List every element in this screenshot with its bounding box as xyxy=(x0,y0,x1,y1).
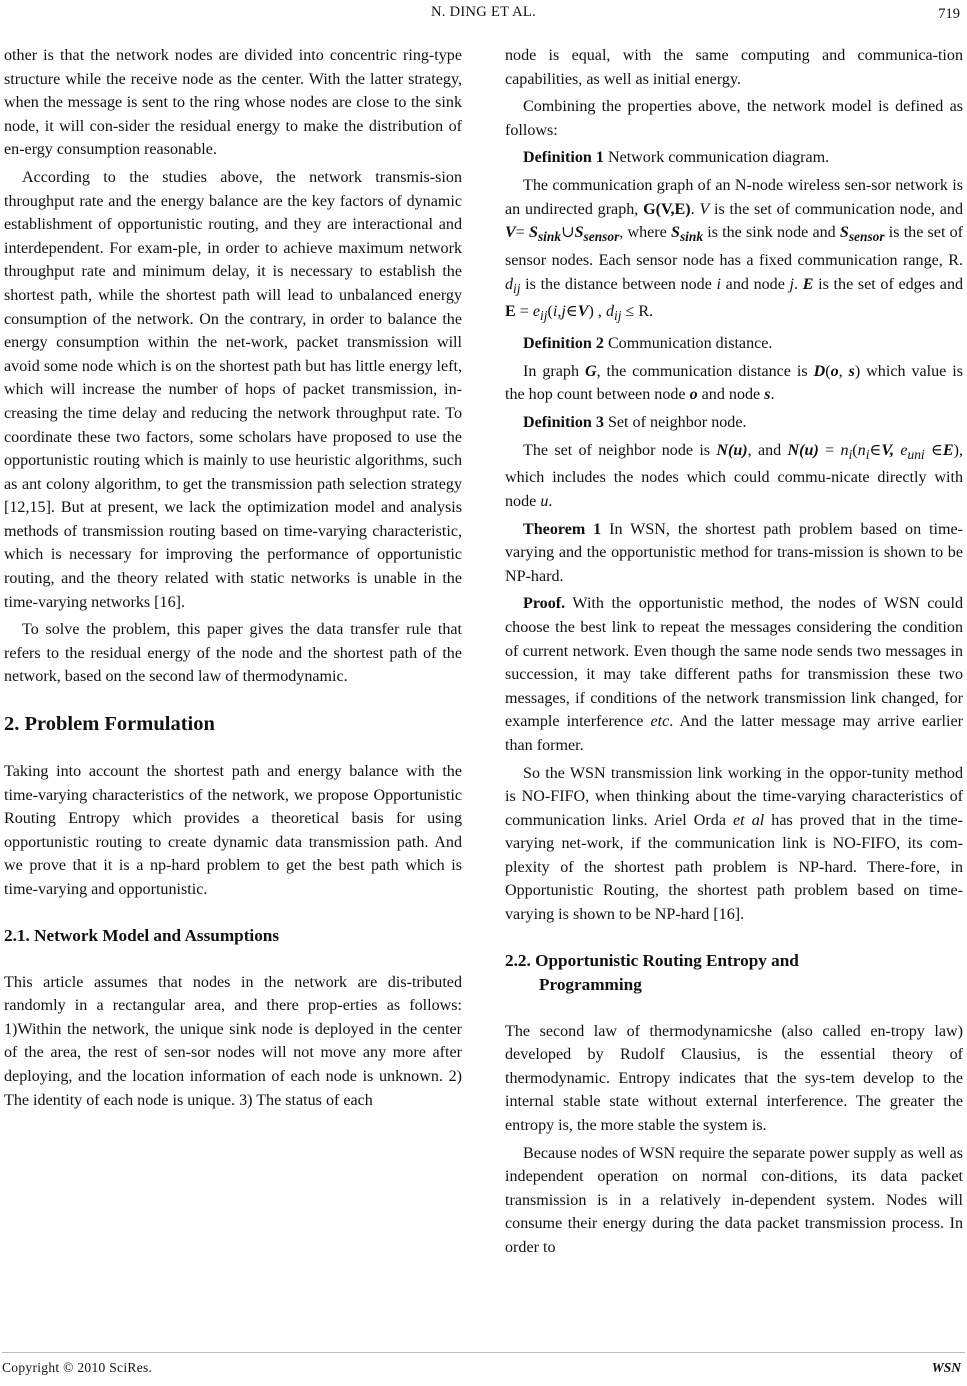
text: is the set of edges and xyxy=(813,275,964,293)
math: sink xyxy=(679,229,704,245)
math: i xyxy=(848,446,853,462)
text: is the set of sensor nodes. Each sensor node has a fixed communication range, R. xyxy=(505,224,964,269)
text: . xyxy=(770,386,775,404)
text: = xyxy=(515,224,530,242)
math: i xyxy=(865,446,870,462)
left-column xyxy=(4,44,462,1116)
paragraph: This article assumes that nodes in the network are dis-tributed randomly in a rectangular area, and there prop-erties as follows: 1)Within the network, the unique sink node is deployed in the center of the area, the rest of sen-sor nodes will not move any more after deploying, and the location information of each node is unknown. 2) The identity of each node is unique. 3) The status of each xyxy=(4,973,462,1109)
text: = xyxy=(515,303,533,321)
definition-title: Network communication diagram. xyxy=(603,149,830,167)
paragraph: The second law of thermodynamicshe (also called en-tropy law) developed by Rudolf Clausius, is the essential theory of thermodynamic. Entropy indicates that the sys-tem develop to the internal stable state without external interference. The greater the entropy is, the more stable the system is. xyxy=(505,1022,963,1135)
theorem-1 xyxy=(505,518,963,589)
text: . And the latter message may arrive earlier than former. xyxy=(505,713,963,754)
math: o xyxy=(830,362,839,380)
text: . xyxy=(794,275,803,293)
math: j xyxy=(789,275,795,293)
definition-title: Set of neighbor node. xyxy=(603,413,747,431)
subsection-heading xyxy=(505,949,963,997)
text: ∈ xyxy=(924,441,943,459)
math: o xyxy=(689,386,698,404)
text: is the sink node and xyxy=(703,224,840,242)
text: So the WSN transmission link working in the oppor-tunity method is NO-FIFO, when thinking about the time-varying characteristics of communication links. Ariel Orda xyxy=(505,764,963,829)
right-column xyxy=(505,44,963,1264)
math: V xyxy=(505,224,516,242)
running-head: N. DING ET AL. xyxy=(430,4,537,20)
definition-label: Definition 1 xyxy=(523,149,604,167)
math: V xyxy=(577,303,589,321)
math: G(V,E) xyxy=(643,200,691,218)
definition-1-heading xyxy=(505,146,963,170)
math: sensor xyxy=(848,229,885,245)
math: sink xyxy=(537,229,562,245)
text: = xyxy=(818,441,841,459)
math: D xyxy=(813,362,826,380)
text: ( xyxy=(547,303,553,321)
paragraph: Taking into account the shortest path and energy balance with the time-varying characteristics of the network, we propose Opportunistic Routing Entropy which provides a theoretical basis for using opportunistic routing to create dynamic data transmission path. And we prove that it is a np-hard problem to get the best path which is time-varying and opportunistic. xyxy=(4,763,462,898)
text: is the distance between node xyxy=(520,275,717,293)
copyright: Copyright © 2010 SciRes. xyxy=(2,1360,153,1375)
math: V xyxy=(699,200,710,218)
text: , xyxy=(838,362,849,380)
math: E xyxy=(942,441,954,459)
math: e xyxy=(532,303,541,321)
math: n xyxy=(840,441,849,459)
math: i xyxy=(716,275,722,293)
page-number: 719 xyxy=(938,6,960,22)
math: sensor xyxy=(583,229,620,245)
text: The communication graph of an N-node wireless sen-sor network is an undirected graph, xyxy=(505,176,963,218)
math: e xyxy=(900,441,908,459)
math: n xyxy=(857,441,866,459)
text: etc xyxy=(650,713,670,731)
definition-3-heading xyxy=(505,411,963,435)
text: In graph xyxy=(523,362,585,380)
math: G xyxy=(584,362,597,380)
text: ( xyxy=(825,362,831,380)
math: s xyxy=(848,362,855,380)
text: , where xyxy=(619,224,671,242)
definition-title: Communication distance. xyxy=(603,335,773,353)
math: E xyxy=(802,275,814,293)
math: E xyxy=(505,303,516,321)
math: N(u) xyxy=(787,441,819,459)
math: i xyxy=(552,303,558,321)
text: , and xyxy=(747,441,788,459)
paragraph: Because nodes of WSN require the separate power supply as well as independent operation on normal con-ditions, its data packet transmission is in a relatively in-dependent system. Nodes will consume their energy during the data packet transmission process. In order to xyxy=(505,1144,963,1256)
math: s xyxy=(764,386,771,404)
text: ∈ xyxy=(869,441,882,459)
heading-line: Programming xyxy=(539,974,642,994)
definition-1-body xyxy=(505,174,963,328)
paragraph: other is that the network nodes are divided into concentric ring-type structure while the receive node as the center. With the latter strategy, when the message is sent to the ring whose nodes are close to the sink node, it will con-sider the residual energy to make the distribution of en-ergy consumption reasonable. xyxy=(4,47,462,159)
footer-divider xyxy=(2,1352,965,1353)
math: ij xyxy=(513,280,521,296)
math: j xyxy=(561,303,566,321)
text: ), which includes the nodes which could commu-nicate directly with node xyxy=(505,441,964,510)
math: N(u) xyxy=(716,441,748,459)
definition-2-body xyxy=(505,360,963,407)
definition-2-heading xyxy=(505,332,963,356)
journal-name: WSN xyxy=(931,1360,961,1375)
text: ∪ xyxy=(561,224,575,242)
text: . xyxy=(548,492,553,510)
theorem-label: Theorem 1 xyxy=(523,520,602,538)
text: has proved that in the time-varying net-work, if the communication link is NO-FIFO, its com-plexity of the shortest path problem is NP-hard. There-fore, in Opportunistic Routing, the shortest path problem based on time-varying is shown to be NP-hard [16]. xyxy=(505,811,964,924)
math: uni xyxy=(907,446,925,462)
proof-label: Proof. xyxy=(523,595,566,613)
text: ) which value is the hop count between node xyxy=(505,362,963,404)
heading-line: 2.2. Opportunistic Routing Entropy and xyxy=(505,950,799,970)
definition-3-body xyxy=(505,439,963,514)
paragraph: Combining the properties above, the network model is defined as follows: xyxy=(505,98,963,139)
math: V, xyxy=(881,441,895,459)
subsection-heading: 2.1. Network Model and Assumptions xyxy=(4,925,280,945)
math: u xyxy=(540,492,549,510)
text: ≤ R. xyxy=(621,303,654,321)
text: ∈ xyxy=(565,303,578,321)
math: S xyxy=(839,224,849,242)
text: and node xyxy=(721,275,790,293)
math: d xyxy=(505,275,514,293)
text: , xyxy=(557,303,562,321)
text: . xyxy=(690,200,700,218)
paragraph xyxy=(505,762,963,927)
math: ij xyxy=(540,308,548,324)
text: et al xyxy=(733,811,765,829)
paragraph: node is equal, with the same computing and communica-tion capabilities, as well as initial energy. xyxy=(505,47,963,88)
math: d xyxy=(605,303,614,321)
text: ) , xyxy=(588,303,606,321)
text: The set of neighbor node is xyxy=(523,441,717,459)
definition-label: Definition 2 xyxy=(523,335,604,353)
math: S xyxy=(529,224,538,242)
paragraph: To solve the problem, this paper gives the data transfer rule that refers to the residual energy of the node and the shortest path of the network, based on the second law of thermodynamic. xyxy=(4,621,462,686)
text: , the communication distance is xyxy=(596,362,814,380)
math: S xyxy=(574,224,584,242)
text: ( xyxy=(852,441,858,459)
paragraph: According to the studies above, the network transmis-sion throughput rate and the energy balance are the key factors of dynamic establishment of opportunistic routing, and they are interactional and interdependent. For exam-ple, in order to achieve maximum network throughput rate and minimum delay, it is necessary to establish the shortest path, while the shortest path will lead to unbalanced energy consumption of the network. On the contrary, in order to balance the energy consumption within the net-work, packet transmission will avoid some node which is on the shortest path but has little energy left, which will increase the number of hops of packet transmission, in-creasing the time delay and reducing the network throughput rate. To coordinate these two factors, some scholars have proposed to use the opportunistic routing which is mainly to use heuristic algorithms, such as ant colony algorithm, to get the transmission path selection strategy [12,15]. But at present, we lack the optimization model and analysis methods of transmission routing based on time-varying characteristic, which is necessary for improving the performance of opportunistic routing, and the theory related with static networks is unable in the time-varying networks [16]. xyxy=(4,168,462,611)
math: S xyxy=(671,224,680,242)
text: is the set of communication node, and xyxy=(709,200,963,218)
proof xyxy=(505,592,963,757)
theorem-text: In WSN, the shortest path problem based on time-varying and the opportunistic method for trans-mission is shown to be NP-hard. xyxy=(505,520,963,585)
section-heading: 2. Problem Formulation xyxy=(4,713,215,736)
definition-label: Definition 3 xyxy=(523,413,604,431)
math: ij xyxy=(614,308,622,324)
text: and node xyxy=(697,386,765,404)
text: With the opportunistic method, the nodes of WSN could choose the best link to repeat the messages considering the condition of current network. Even though the same node sends two messages in succession, it may take different paths for transmission these two messages, if conditions of the network transmission link changed, for example interference xyxy=(505,595,963,731)
